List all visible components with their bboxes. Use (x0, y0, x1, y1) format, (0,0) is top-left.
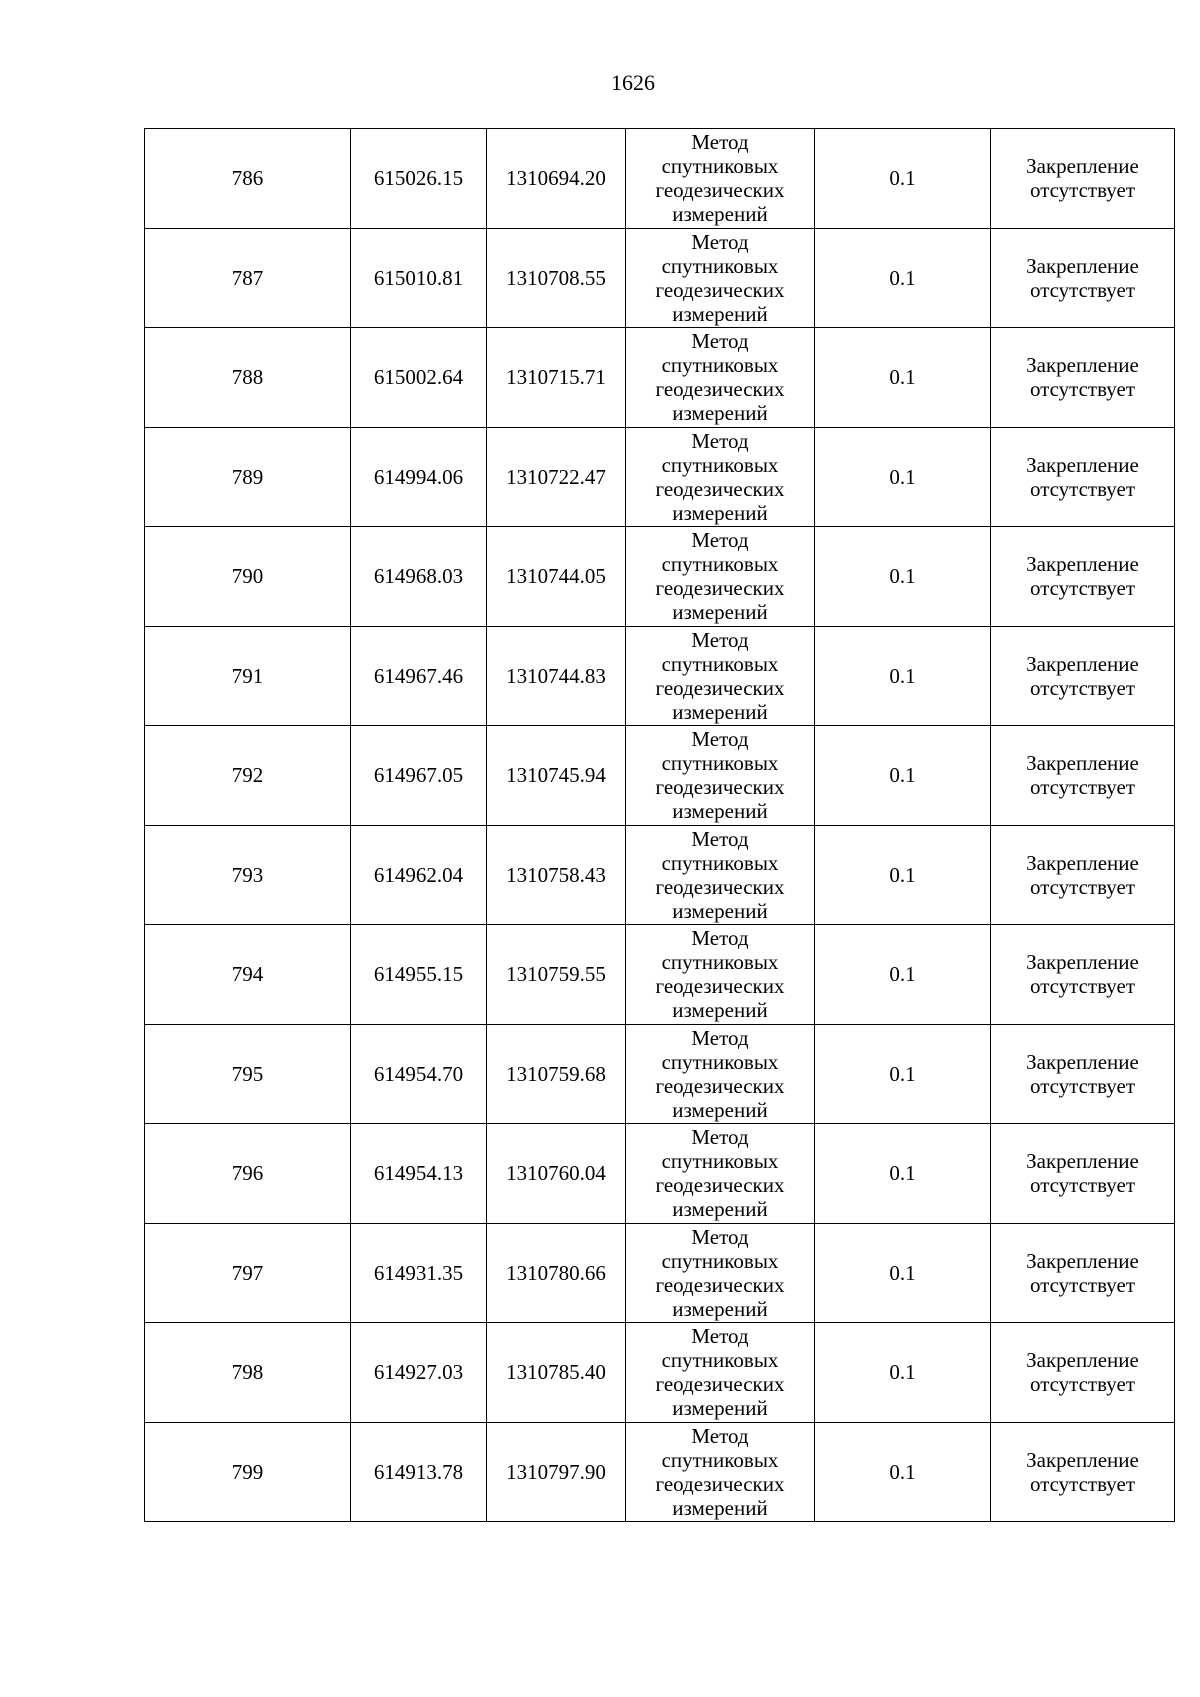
fixing-cell (991, 328, 1175, 428)
accuracy-cell: 0.1 (815, 825, 991, 925)
accuracy-cell: 0.1 (815, 427, 991, 527)
fixing-line: отсутствует (1029, 1272, 1136, 1297)
method-line: измерений (672, 799, 768, 824)
method-line: измерений (672, 998, 768, 1023)
fixing-cell (991, 825, 1175, 925)
fixing-line: Закрепление (1026, 950, 1139, 975)
point-number-cell: 796 (145, 1124, 351, 1224)
method-cell (626, 825, 815, 925)
accuracy-cell: 0.1 (815, 726, 991, 826)
table-row (145, 228, 1175, 328)
fixing-line: отсутствует (1029, 775, 1136, 800)
fixing-line: отсутствует (1029, 1073, 1136, 1098)
point-number-cell: 798 (145, 1323, 351, 1423)
fixing-line: отсутствует (1029, 1173, 1136, 1198)
method-line: спутниковых (661, 552, 779, 577)
fixing-cell (991, 726, 1175, 826)
method-line: геодезических (655, 1073, 785, 1098)
method-line: спутниковых (661, 154, 779, 179)
method-line: геодезических (655, 277, 785, 302)
method-cell (626, 1124, 815, 1224)
fixing-line: Закрепление (1026, 1049, 1139, 1074)
fixing-line: отсутствует (1029, 277, 1136, 302)
fixing-line: Закрепление (1026, 651, 1139, 676)
table-row (145, 527, 1175, 627)
method-line: Метод (691, 428, 749, 453)
table-row (145, 925, 1175, 1025)
fixing-line: отсутствует (1029, 1372, 1136, 1397)
method-line: Метод (691, 229, 749, 254)
method-line: измерений (672, 1296, 768, 1321)
accuracy-cell: 0.1 (815, 1323, 991, 1423)
accuracy-cell: 0.1 (815, 328, 991, 428)
x-coordinate-cell: 614967.46 (351, 626, 487, 726)
fixing-line: отсутствует (1029, 874, 1136, 899)
fixing-cell (991, 1223, 1175, 1323)
method-line: геодезических (655, 576, 785, 601)
method-line: спутниковых (661, 1447, 779, 1472)
method-line: Метод (691, 627, 749, 652)
x-coordinate-cell: 614913.78 (351, 1422, 487, 1522)
fixing-cell (991, 228, 1175, 328)
accuracy-cell: 0.1 (815, 626, 991, 726)
fixing-cell (991, 925, 1175, 1025)
y-coordinate-cell: 1310744.83 (487, 626, 626, 726)
y-coordinate-cell: 1310759.68 (487, 1024, 626, 1124)
method-line: спутниковых (661, 751, 779, 776)
fixing-cell (991, 129, 1175, 229)
method-line: спутниковых (661, 253, 779, 278)
method-line: спутниковых (661, 1248, 779, 1273)
accuracy-cell: 0.1 (815, 129, 991, 229)
method-line: геодезических (655, 1272, 785, 1297)
point-number-cell: 792 (145, 726, 351, 826)
table-row (145, 1124, 1175, 1224)
table-row (145, 1024, 1175, 1124)
table-row (145, 825, 1175, 925)
point-number-cell: 788 (145, 328, 351, 428)
table-row (145, 129, 1175, 229)
accuracy-cell: 0.1 (815, 925, 991, 1025)
x-coordinate-cell: 614968.03 (351, 527, 487, 627)
fixing-line: отсутствует (1029, 1471, 1136, 1496)
y-coordinate-cell: 1310708.55 (487, 228, 626, 328)
method-cell (626, 925, 815, 1025)
method-line: Метод (691, 1423, 749, 1448)
y-coordinate-cell: 1310760.04 (487, 1124, 626, 1224)
table-row (145, 328, 1175, 428)
method-line: измерений (672, 202, 768, 227)
method-line: геодезических (655, 476, 785, 501)
page-number: 1626 (611, 70, 655, 95)
fixing-cell (991, 527, 1175, 627)
method-line: Метод (691, 1025, 749, 1050)
fixing-line: Закрепление (1026, 253, 1139, 278)
coordinates-table (144, 128, 1175, 1522)
fixing-line: Закрепление (1026, 1447, 1139, 1472)
method-line: геодезических (655, 178, 785, 203)
accuracy-cell: 0.1 (815, 1124, 991, 1224)
x-coordinate-cell: 614954.13 (351, 1124, 487, 1224)
method-line: Метод (691, 727, 749, 752)
method-cell (626, 1223, 815, 1323)
method-line: Метод (691, 926, 749, 951)
method-line: измерений (672, 500, 768, 525)
x-coordinate-cell: 614967.05 (351, 726, 487, 826)
table-row (145, 427, 1175, 527)
table-row (145, 1323, 1175, 1423)
point-number-cell: 794 (145, 925, 351, 1025)
point-number-cell: 795 (145, 1024, 351, 1124)
fixing-cell (991, 427, 1175, 527)
method-line: спутниковых (661, 452, 779, 477)
fixing-line: отсутствует (1029, 974, 1136, 999)
y-coordinate-cell: 1310745.94 (487, 726, 626, 826)
point-number-cell: 791 (145, 626, 351, 726)
fixing-line: Закрепление (1026, 353, 1139, 378)
method-line: спутниковых (661, 353, 779, 378)
method-line: Метод (691, 329, 749, 354)
fixing-cell (991, 1024, 1175, 1124)
method-line: Метод (691, 130, 749, 155)
x-coordinate-cell: 615026.15 (351, 129, 487, 229)
method-line: геодезических (655, 874, 785, 899)
y-coordinate-cell: 1310694.20 (487, 129, 626, 229)
method-line: Метод (691, 1224, 749, 1249)
method-cell (626, 228, 815, 328)
point-number-cell: 786 (145, 129, 351, 229)
table-row (145, 626, 1175, 726)
method-cell (626, 626, 815, 726)
method-cell (626, 527, 815, 627)
point-number-cell: 797 (145, 1223, 351, 1323)
method-line: измерений (672, 600, 768, 625)
fixing-line: отсутствует (1029, 476, 1136, 501)
method-line: геодезических (655, 775, 785, 800)
fixing-line: Закрепление (1026, 1348, 1139, 1373)
accuracy-cell: 0.1 (815, 1223, 991, 1323)
x-coordinate-cell: 614931.35 (351, 1223, 487, 1323)
y-coordinate-cell: 1310744.05 (487, 527, 626, 627)
coordinates-table-body (145, 129, 1175, 1522)
method-cell (626, 328, 815, 428)
table-row (145, 726, 1175, 826)
method-line: Метод (691, 826, 749, 851)
method-line: измерений (672, 1097, 768, 1122)
accuracy-cell: 0.1 (815, 1422, 991, 1522)
method-cell (626, 129, 815, 229)
fixing-line: отсутствует (1029, 377, 1136, 402)
y-coordinate-cell: 1310785.40 (487, 1323, 626, 1423)
method-line: измерений (672, 699, 768, 724)
fixing-cell (991, 1422, 1175, 1522)
accuracy-cell: 0.1 (815, 527, 991, 627)
y-coordinate-cell: 1310780.66 (487, 1223, 626, 1323)
fixing-line: отсутствует (1029, 178, 1136, 203)
method-line: геодезических (655, 1173, 785, 1198)
fixing-line: Закрепление (1026, 552, 1139, 577)
method-line: измерений (672, 1495, 768, 1520)
method-line: геодезических (655, 1372, 785, 1397)
y-coordinate-cell: 1310797.90 (487, 1422, 626, 1522)
method-line: спутниковых (661, 1348, 779, 1373)
x-coordinate-cell: 614954.70 (351, 1024, 487, 1124)
fixing-line: Закрепление (1026, 1149, 1139, 1174)
method-line: геодезических (655, 974, 785, 999)
method-line: измерений (672, 301, 768, 326)
point-number-cell: 787 (145, 228, 351, 328)
fixing-cell (991, 626, 1175, 726)
method-line: Метод (691, 528, 749, 553)
method-line: спутниковых (661, 1149, 779, 1174)
method-line: измерений (672, 1197, 768, 1222)
y-coordinate-cell: 1310722.47 (487, 427, 626, 527)
method-line: измерений (672, 898, 768, 923)
method-line: измерений (672, 401, 768, 426)
point-number-cell: 793 (145, 825, 351, 925)
method-line: Метод (691, 1324, 749, 1349)
fixing-line: отсутствует (1029, 675, 1136, 700)
fixing-cell (991, 1323, 1175, 1423)
fixing-line: Закрепление (1026, 1248, 1139, 1273)
table-row (145, 1422, 1175, 1522)
fixing-cell (991, 1124, 1175, 1224)
method-line: спутниковых (661, 850, 779, 875)
method-cell (626, 1024, 815, 1124)
y-coordinate-cell: 1310715.71 (487, 328, 626, 428)
x-coordinate-cell: 614927.03 (351, 1323, 487, 1423)
accuracy-cell: 0.1 (815, 228, 991, 328)
method-line: спутниковых (661, 1049, 779, 1074)
fixing-line: Закрепление (1026, 452, 1139, 477)
y-coordinate-cell: 1310758.43 (487, 825, 626, 925)
y-coordinate-cell: 1310759.55 (487, 925, 626, 1025)
method-cell (626, 726, 815, 826)
method-cell (626, 1422, 815, 1522)
x-coordinate-cell: 614994.06 (351, 427, 487, 527)
method-line: спутниковых (661, 651, 779, 676)
method-line: геодезических (655, 1471, 785, 1496)
method-line: измерений (672, 1396, 768, 1421)
method-cell (626, 427, 815, 527)
point-number-cell: 790 (145, 527, 351, 627)
x-coordinate-cell: 615002.64 (351, 328, 487, 428)
fixing-line: Закрепление (1026, 154, 1139, 179)
x-coordinate-cell: 615010.81 (351, 228, 487, 328)
x-coordinate-cell: 614955.15 (351, 925, 487, 1025)
method-line: геодезических (655, 675, 785, 700)
fixing-line: Закрепление (1026, 751, 1139, 776)
method-line: спутниковых (661, 950, 779, 975)
fixing-line: отсутствует (1029, 576, 1136, 601)
method-line: Метод (691, 1125, 749, 1150)
x-coordinate-cell: 614962.04 (351, 825, 487, 925)
point-number-cell: 799 (145, 1422, 351, 1522)
fixing-line: Закрепление (1026, 850, 1139, 875)
table-row (145, 1223, 1175, 1323)
method-line: геодезических (655, 377, 785, 402)
point-number-cell: 789 (145, 427, 351, 527)
accuracy-cell: 0.1 (815, 1024, 991, 1124)
method-cell (626, 1323, 815, 1423)
